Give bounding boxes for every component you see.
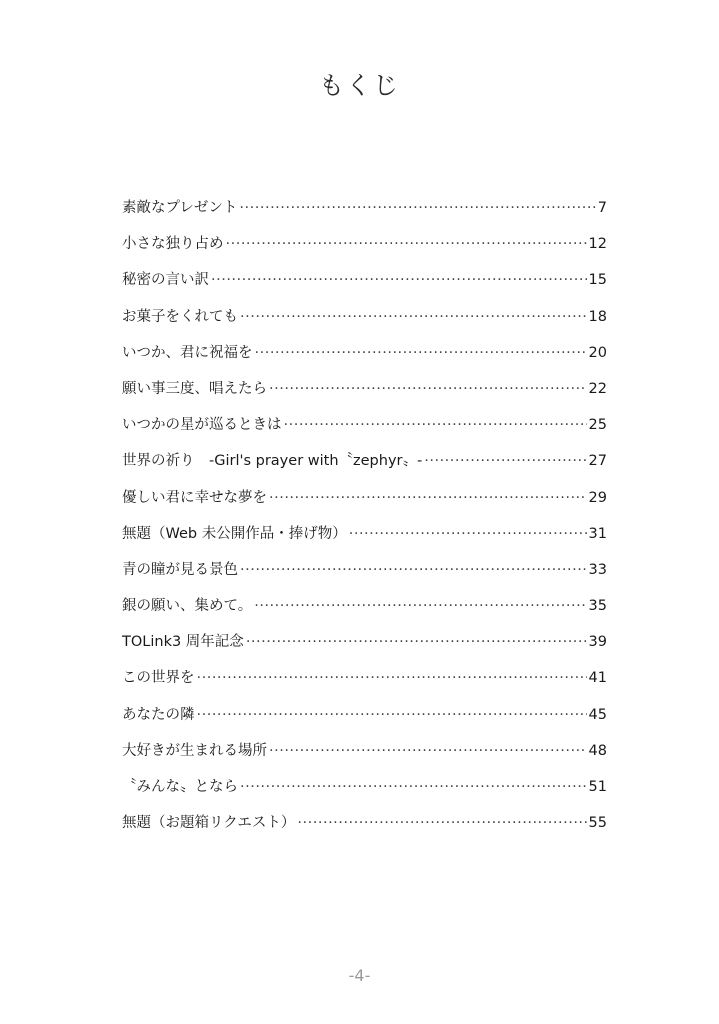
toc-leader-dots — [269, 490, 587, 506]
toc-entry — [122, 341, 607, 377]
toc-entry-title: TOLink3 周年記念 — [122, 634, 244, 651]
toc-leader-dots — [211, 272, 587, 288]
toc-entry-title: 〝みんな〟となら — [122, 779, 238, 795]
toc-leader-dots — [240, 562, 587, 578]
toc-entry — [122, 666, 607, 702]
toc-entry — [122, 305, 607, 341]
toc-entry — [122, 630, 607, 666]
toc-leader-dots — [226, 236, 587, 252]
toc-entry-page: 27 — [588, 453, 607, 470]
toc-leader-dots — [197, 670, 587, 686]
toc-entry — [122, 811, 607, 847]
toc-leader-dots — [349, 526, 587, 542]
toc-entry-title: 銀の願い、集めて。 — [122, 598, 253, 615]
toc-entry-page: 35 — [588, 598, 607, 615]
toc-entry-page: 41 — [588, 670, 607, 687]
toc-entry — [122, 449, 607, 485]
toc-entry-page: 48 — [588, 742, 607, 759]
toc-entry-page: 31 — [588, 525, 607, 542]
toc-entry-title: 願い事三度、唱えたら — [122, 380, 267, 397]
toc-entry-page: 33 — [588, 561, 607, 578]
toc-leader-dots — [246, 634, 587, 650]
toc-entry-title: いつかの星が巡るときは — [122, 417, 282, 434]
toc-leader-dots — [255, 345, 587, 361]
toc-entry-title: あなたの隣 — [122, 706, 195, 723]
toc-entry — [122, 703, 607, 739]
toc-leader-dots — [424, 453, 586, 469]
toc-entry-title: この世界を — [122, 670, 195, 687]
toc-entry-page: 55 — [588, 815, 607, 832]
toc-leader-dots — [254, 598, 586, 614]
toc-entry-page: 51 — [588, 779, 607, 795]
toc-entry-page: 45 — [588, 706, 607, 723]
toc-entry-title: いつか、君に祝福を — [122, 344, 253, 361]
toc-entry — [122, 268, 607, 304]
toc-entry-title: 小さな独り占め — [122, 236, 224, 253]
toc-entry-title: お菓子をくれても — [122, 308, 238, 325]
toc-entry-title: 世界の祈り -Girl's prayer with〝zephyr〟- — [122, 453, 423, 470]
toc-entry-title: 秘密の言い訳 — [122, 272, 209, 289]
page-title: もくじ — [318, 71, 400, 100]
toc-entry-page: 7 — [597, 200, 607, 216]
toc-entry-page: 12 — [588, 236, 607, 253]
toc-entry-page: 39 — [588, 634, 607, 651]
toc-entry — [122, 522, 607, 558]
toc-entry — [122, 232, 607, 268]
toc-leader-dots — [240, 309, 587, 325]
toc-entry-page: 20 — [588, 344, 607, 361]
toc-leader-dots — [197, 707, 587, 723]
toc-entry — [122, 739, 607, 775]
toc-entry-title: 青の瞳が見る景色 — [122, 561, 238, 578]
toc-entry-title: 素敵なプレゼント — [122, 200, 238, 216]
toc-entry — [122, 558, 607, 594]
page-number: -4- — [348, 966, 371, 985]
toc-leader-dots — [269, 743, 587, 759]
toc-leader-dots — [284, 417, 587, 433]
table-of-contents — [122, 196, 607, 847]
toc-entry-page: 29 — [588, 489, 607, 506]
toc-entry-title: 無題（お題箱リクエスト） — [122, 815, 296, 832]
toc-entry — [122, 594, 607, 630]
toc-entry-page: 25 — [588, 417, 607, 434]
toc-entry-page: 22 — [588, 380, 607, 397]
toc-entry — [122, 486, 607, 522]
toc-leader-dots — [240, 779, 587, 795]
toc-entry — [122, 413, 607, 449]
toc-entry-title: 優しい君に幸せな夢を — [122, 489, 267, 506]
toc-entry-page: 15 — [588, 272, 607, 289]
toc-entry — [122, 377, 607, 413]
toc-entry — [122, 775, 607, 811]
toc-leader-dots — [239, 200, 595, 216]
toc-entry-title: 大好きが生まれる場所 — [122, 742, 267, 759]
toc-entry — [122, 196, 607, 232]
toc-leader-dots — [269, 381, 587, 397]
toc-entry-title: 無題（Web 未公開作品・捧げ物） — [122, 525, 347, 542]
toc-entry-page: 18 — [588, 308, 607, 325]
toc-leader-dots — [297, 815, 586, 831]
